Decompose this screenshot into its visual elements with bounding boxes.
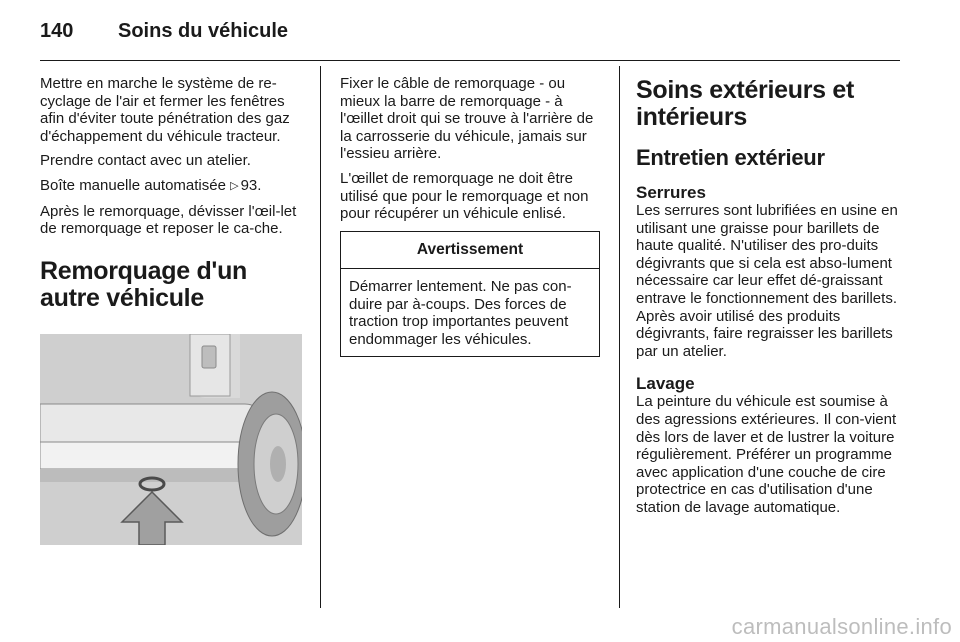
column-divider-1 [320,66,321,608]
triangle-right-icon: ▷ [230,179,239,192]
column-divider-2 [619,66,620,608]
warning-box [340,231,600,357]
watermark: carmanualsonline.info [731,614,952,639]
column-right [636,75,904,524]
column-left [40,75,308,330]
header-rule [40,60,900,61]
column-middle [340,75,605,230]
gearbox-ref-text: Boîte manuelle automatisée [40,176,226,194]
page-number: 140 [40,20,74,42]
paragraph-attach-cable: Fixer le câble de remorquage - ou mieux la barre de remorquage - à l'œillet droit qui se trouve à l'arrière de la carrosserie du véhicule, jamais sur l'essieu arrière. [340,75,594,163]
paragraph-locks: Les serrures sont lubrifiées en usine en utilisant une graisse pour barillets de haute qualité. N'utiliser des pro-duits dégivrants que si cela est abso-lument nécessaire car leur effet dé-graissant entrave le fonctionnement des barillets. Après avoir utilisé des produits dégivrants, faire regraisser les barillets par un atelier. [636,202,898,360]
page-ref-link[interactable]: 93. [240,176,262,194]
section-heading-towing-other: Remorquage d'un autre véhicule [40,256,248,312]
towing-eye-illustration [40,334,302,545]
subheading-exterior: Entretien extérieur [636,145,825,170]
heading-locks: Serrures [636,183,706,202]
chapter-title: Soins du véhicule [118,20,289,42]
heading-washing: Lavage [636,374,695,394]
paragraph-eyelet-usage: L'œillet de remorquage ne doit être utilisé que pour le remorquage et non pour récupérer un véhicule enlisé. [340,169,589,223]
warning-title: Avertissement [341,232,599,269]
paragraph-contact-workshop: Prendre contact avec un atelier. [40,152,251,170]
paragraph-gearbox-ref [40,177,308,196]
paragraph-unscrew-eyelet: Après le remorquage, dévisser l'œil-let de remorquage et reposer le ca-che. [40,202,297,238]
warning-body: Démarrer lentement. Ne pas con-duire par à-coups. Des forces de traction trop importantes peuvent endommager les véhicules. [349,278,572,348]
section-heading-care: Soins extérieurs et intérieurs [636,76,855,131]
paragraph-recycling: Mettre en marche le système de re-cyclage de l'air et fermer les fenêtres afin d'éviter toute pénétration des gaz d'échappement du véhicule tracteur. [40,75,290,145]
paragraph-washing: La peinture du véhicule est soumise à des agressions extérieures. Il con-vient dès lors de laver et de lustrer la voiture régulièrement. Préférer un programme avec application d'une couche de cire protectrice en cas d'utilisation d'une station de lavage automatique. [636,393,897,516]
